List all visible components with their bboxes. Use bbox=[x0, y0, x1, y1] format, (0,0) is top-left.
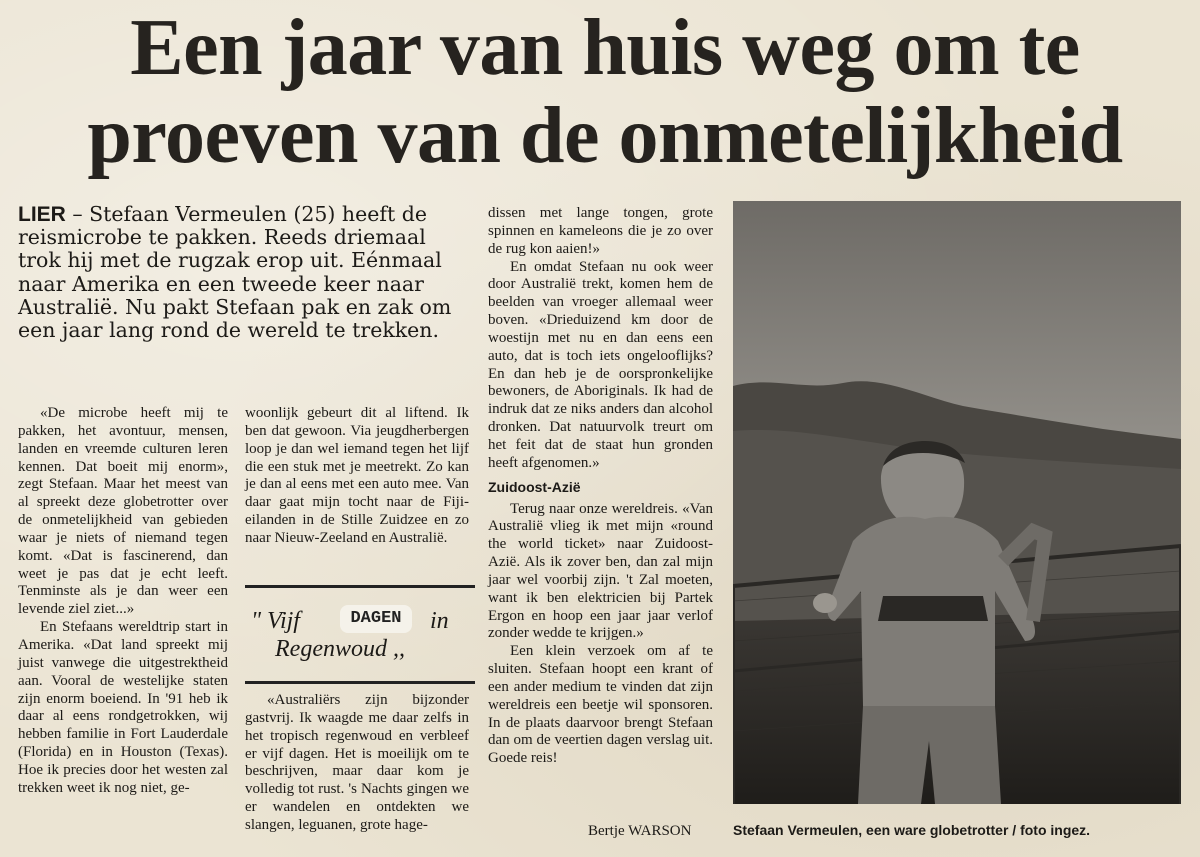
column2-paragraph-2: «Australiërs zijn bijzonder gastvrij. Ik waagde me daar zelfs in het tropisch regenwoud en verbleef er vijf dagen. Het is moeilijk om te beschrijven, maar daar kom je volledig tot rust. 's Nachts gingen we er wandelen en ontdekten we slangen, leguanen, grote hage- bbox=[245, 692, 469, 833]
dateline-place: LIER bbox=[18, 203, 66, 226]
subheading: Zuidoost-Azië bbox=[488, 478, 581, 495]
article-column-2-bottom bbox=[245, 692, 469, 835]
column3-paragraph-1: dissen met lange tongen, grote spinnen en kameleons die je zo over de rug kon aaien!» bbox=[488, 205, 713, 257]
lead-text: – Stefaan Vermeulen (25) heeft de reismicrobe te pakken. Reeds driemaal trok hij met de rugzak erop uit. Eénmaal naar Amerika en een tweede keer naar Australië. Nu pakt Stefaan pak en zak om een jaar lang rond de wereld te trekken. bbox=[18, 202, 452, 343]
pull-quote-open: " Vijf bbox=[251, 608, 300, 634]
column3-paragraph-4: Een klein verzoek om af te sluiten. Stefaan hoopt een krant of een ander medium te vinden dat zijn wereldreis een beetje wil sponsoren. In de plaats daarvoor brengt Stefaan dan om de veertien dagen verslag uit. Goede reis! bbox=[488, 643, 713, 767]
article-column-1 bbox=[18, 405, 228, 798]
pull-quote bbox=[245, 585, 475, 684]
column1-paragraph-1: «De microbe heeft mij te pakken, het avontuur, mensen, landen en vreemde culturen leren kennen. Dat boeit mij enorm», zegt Stefaan. Maar het meest van al spreekt deze globetrotter over de onmetelijkheid van gebieden waar je niets of niemand tegen komt. «Dat is fascinerend, dan weet je pas dat je echt leeft. Tenminste als je dan weer een levende ziel ziet...» bbox=[18, 405, 228, 618]
author-byline: Bertje WARSON bbox=[588, 823, 692, 839]
headline-line-2: proeven van de onmetelijkheid bbox=[87, 92, 1123, 180]
photo-image bbox=[733, 201, 1181, 804]
portrait-photo bbox=[733, 201, 1181, 804]
photo-caption: Stefaan Vermeulen, een ware globetrotter / foto ingez. bbox=[733, 822, 1091, 838]
headline-line-1: Een jaar van huis weg om te bbox=[130, 4, 1080, 92]
column3-paragraph-2: En omdat Stefaan nu ook weer door Australië trekt, komen hem de beelden van vroeger allemaal weer boven. «Drieduizend km door de woestijn met nu en dan eens een auto, dat is toch iets ongelooflijks? En dan heb je de oorspronkelijke bewoners, de Aboriginals. Ik had de indruk dat ze niks anders dan alcohol dronken. Dat natuurvolk treurt om het feit dat de staat hun gronden heeft afgenomen.» bbox=[488, 258, 713, 471]
headline bbox=[30, 4, 1180, 180]
pull-quote-line-1 bbox=[251, 607, 300, 635]
lead-paragraph bbox=[18, 203, 468, 342]
article-column-2-top bbox=[245, 405, 469, 548]
pull-quote-in: in bbox=[430, 608, 449, 634]
pull-quote-line-2: Regenwoud ,, bbox=[275, 636, 405, 662]
stamped-word: DAGEN bbox=[340, 605, 412, 633]
column2-paragraph-1: woonlijk gebeurt dit al liftend. Ik ben dat gewoon. Via jeugdherbergen loop je dan wel iemand tegen het lijf die een stuk met je meetrekt. Zo kan je dan al eens met een auto mee. Van daar gaat mijn tocht naar de Fiji-eilanden in de Stille Zuidzee en zo naar Nieuw-Zeeland en Australië. bbox=[245, 405, 469, 546]
column1-paragraph-2: En Stefaans wereldtrip start in Amerika. «Dat land spreekt mij juist vanwege die uitgestrektheid aan. Vooral de westelijke staten zijn enorm boeiend. In '91 heb ik daar al eens rondgetrokken, wij hebben familie in Fort Lauderdale (Florida) en in Houston (Texas). Hoe ik precies door het westen zal trekken weet ik nog niet, ge- bbox=[18, 619, 228, 796]
article-column-3 bbox=[488, 205, 713, 768]
column3-paragraph-3: Terug naar onze wereldreis. «Van Australië vlieg ik met mijn «round the world ticket» naar Zuidoost-Azië. Als ik zover ben, dan zal mijn jaar wel voorbij zijn. 't Zal moeten, want ik ben elektricien bij Partek Ergon en hoop een jaar jaar verlof zonder wedde te krijgen.» bbox=[488, 500, 713, 642]
